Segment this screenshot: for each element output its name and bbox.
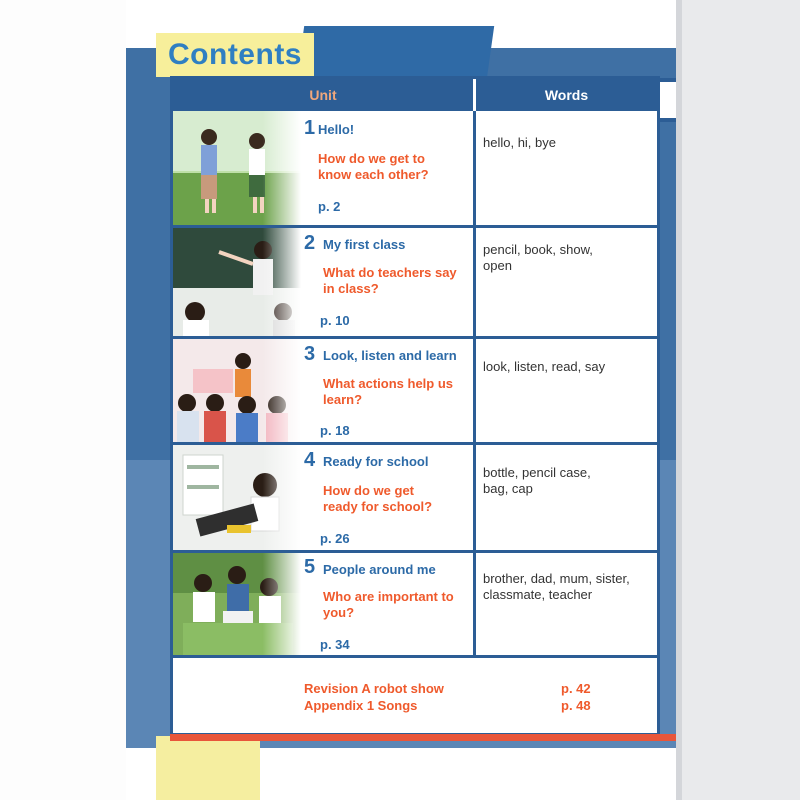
words-line: bottle, pencil case, — [483, 465, 591, 480]
unit-title: Ready for school — [323, 454, 429, 469]
decorative-yellow-bar — [156, 736, 260, 800]
unit-question-line: What do teachers say — [323, 265, 457, 280]
title-banner — [156, 33, 314, 77]
unit-words — [483, 359, 653, 375]
header-words: Words — [544, 87, 589, 103]
words-line: hello, hi, bye — [483, 135, 556, 150]
unit-1-photo — [173, 111, 301, 225]
unit-question-line: Who are important to — [323, 589, 454, 604]
unit-question — [318, 151, 429, 183]
unit-row-2 — [173, 228, 657, 336]
unit-question-line: you? — [323, 605, 355, 620]
unit-question-line: What actions help us — [323, 376, 454, 391]
unit-question-line: How do we get — [323, 483, 414, 498]
words-line: bag, cap — [483, 481, 533, 496]
unit-question — [323, 483, 432, 515]
unit-4-photo — [173, 445, 301, 550]
page-title: Contents — [168, 38, 302, 71]
page-right-gutter — [676, 0, 800, 800]
row-separator — [173, 655, 657, 658]
unit-question-line: ready for school? — [323, 499, 433, 514]
words-line: open — [483, 258, 512, 273]
extra-label: Revision A robot show — [304, 681, 444, 696]
unit-number: 4 — [304, 449, 316, 471]
unit-title: People around me — [323, 562, 436, 577]
unit-row-1 — [173, 111, 657, 225]
table-header — [173, 79, 657, 111]
unit-page: p. 10 — [320, 313, 350, 328]
unit-page: p. 26 — [320, 531, 350, 546]
unit-question — [323, 589, 454, 621]
unit-question-line: learn? — [323, 392, 363, 407]
unit-number: 2 — [304, 232, 316, 254]
unit-words — [483, 571, 653, 603]
words-line: pencil, book, show, — [483, 242, 593, 257]
unit-row-5 — [173, 553, 657, 655]
unit-words — [483, 465, 653, 497]
unit-question — [323, 376, 453, 408]
contents-table — [170, 76, 660, 736]
unit-5-photo — [173, 553, 301, 655]
words-line: classmate, teacher — [483, 587, 593, 602]
extra-label: Appendix 1 Songs — [304, 698, 418, 713]
unit-title: My first class — [323, 237, 406, 252]
unit-words — [483, 135, 653, 151]
unit-title: Look, listen and learn — [323, 348, 457, 363]
unit-page: p. 34 — [320, 637, 350, 652]
page-left-margin — [0, 0, 126, 800]
unit-row-3 — [173, 339, 657, 442]
unit-question-line: in class? — [323, 281, 379, 296]
unit-number: 1 — [304, 117, 316, 139]
unit-question-line: How do we get to — [318, 151, 425, 166]
unit-number: 5 — [304, 556, 316, 578]
decorative-red-strip — [170, 734, 676, 741]
unit-3-photo — [173, 339, 301, 442]
unit-number: 3 — [304, 343, 316, 365]
unit-page: p. 18 — [320, 423, 350, 438]
unit-words — [483, 242, 653, 274]
unit-2-photo — [173, 228, 301, 336]
extra-page: p. 42 — [561, 681, 591, 696]
words-line: look, listen, read, say — [483, 359, 606, 374]
right-edge-tab-inner — [658, 82, 676, 118]
unit-question — [323, 265, 457, 297]
words-line: brother, dad, mum, sister, — [483, 571, 630, 586]
header-unit: Unit — [309, 87, 337, 103]
extra-page: p. 48 — [561, 698, 591, 713]
unit-title: Hello! — [318, 122, 355, 137]
unit-row-4 — [173, 445, 657, 550]
unit-question-line: know each other? — [318, 167, 429, 182]
unit-page: p. 2 — [318, 199, 341, 214]
